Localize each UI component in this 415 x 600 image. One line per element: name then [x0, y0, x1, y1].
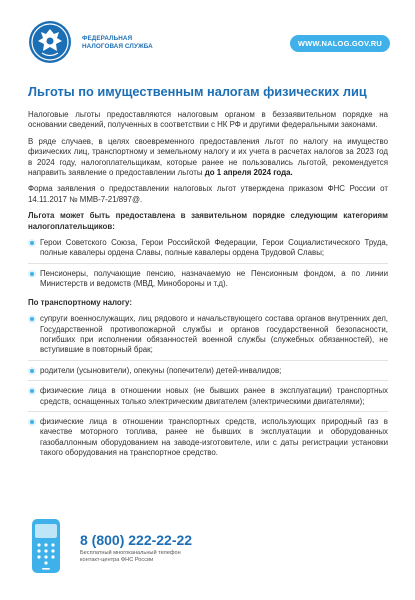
deadline-date: до 1 апреля 2024 года.: [204, 168, 293, 178]
list-item-text: Герои Советского Союза, Герои Российской Федерации, Герои Социалистического Труда, полные кавалеры ордена Славы, полные кавалеры ордена Трудовой Славы;: [40, 238, 388, 258]
phone-keypad-icon: [31, 518, 61, 574]
intro-paragraph-2-text: В ряде случаев, в целях своевременного предоставления льгот по налогу на имущество физических лиц, транспортному и земельному налогу и их учета в расчетах налогов за 2023 год в 2024 году, налогоплательщикам, которые ранее не пользовались льготой, рекомендуется направить заявление о предоставлении льготы: [28, 136, 388, 178]
section2-heading: По транспортному налогу:: [28, 297, 132, 307]
list-item-text: Пенсионеры, получающие пенсию, назначаемую не Пенсионным фондом, а по линии Министерств и ведомств (МВД, Минобороны и т.д).: [40, 268, 388, 289]
list-item: [28, 415, 388, 463]
intro-paragraph-2: [28, 137, 388, 179]
bullet-dot-icon: [28, 315, 36, 323]
list-item-text: супруги военнослужащих, лиц рядового и начальствующего состава органов внутренних дел, Государственной противопожарной службы и органов государственной безопасности, погибших при исполнении обязанностей военной службы (служебных обязанностей), не вступившие в повторный брак;: [40, 314, 388, 355]
website-link[interactable]: WWW.NALOG.GOV.RU: [290, 35, 390, 52]
list-item-text: родители (усыновители), опекуны (попечители) детей-инвалидов;: [40, 365, 282, 375]
page-title: Льготы по имущественным налогам физических лиц: [28, 84, 367, 99]
list-item-text: физические лица в отношении новых (не бывших ранее в эксплуатации) транспортных средств, оснащенных только электрическим двигателем (электрическими двигателями);: [40, 386, 388, 406]
bullet-dot-icon: [28, 270, 36, 278]
bullet-dot-icon: [28, 387, 36, 395]
footer: [28, 518, 388, 588]
section2-list: [28, 312, 388, 462]
section1-heading: Льгота может быть предоставлена в заявительном порядке следующим категориям налогоплательщиков:: [28, 211, 388, 231]
list-item: [28, 267, 388, 294]
list-item: [28, 312, 388, 361]
main-content: [28, 110, 388, 467]
org-name-line1: ФЕДЕРАЛЬНАЯ: [82, 35, 133, 42]
hotline-desc-line1: Бесплатный многоканальный телефон: [80, 550, 181, 556]
hotline-description: [80, 550, 230, 564]
org-name-line2: НАЛОГОВАЯ СЛУЖБА: [82, 43, 153, 50]
org-name: [82, 35, 162, 51]
bullet-dot-icon: [28, 367, 36, 375]
hotline-phone[interactable]: 8 (800) 222-22-22: [80, 532, 193, 548]
list-item: [28, 384, 388, 412]
list-item: [28, 236, 388, 264]
intro-paragraph-1: Налоговые льготы предоставляются налоговым органом в беззаявительном порядке на основании сведений, полученных в соответствии с НК РФ и другими федеральными законами.: [28, 110, 388, 130]
bullet-dot-icon: [28, 239, 36, 247]
section1-list: [28, 236, 388, 294]
list-item-text: физические лица в отношении транспортных средств, использующих природный газ в качестве моторного топлива, ранее не бывших в эксплуатации и оборудованных газобаллонным оборудованием на заводе-изготовителе, или с даты регистрации установки такого оборудования на транспортное средство.: [40, 416, 388, 458]
intro-paragraph-3: Форма заявления о предоставлении налоговых льгот утверждена приказом ФНС России от 14.11.2017 № ММВ-7-21/897@.: [28, 184, 388, 204]
list-item: [28, 364, 388, 381]
bullet-dot-icon: [28, 418, 36, 426]
header: [28, 20, 390, 72]
hotline-desc-line2: контакт-центра ФНС России: [80, 557, 154, 563]
fns-emblem-icon: [28, 20, 72, 64]
